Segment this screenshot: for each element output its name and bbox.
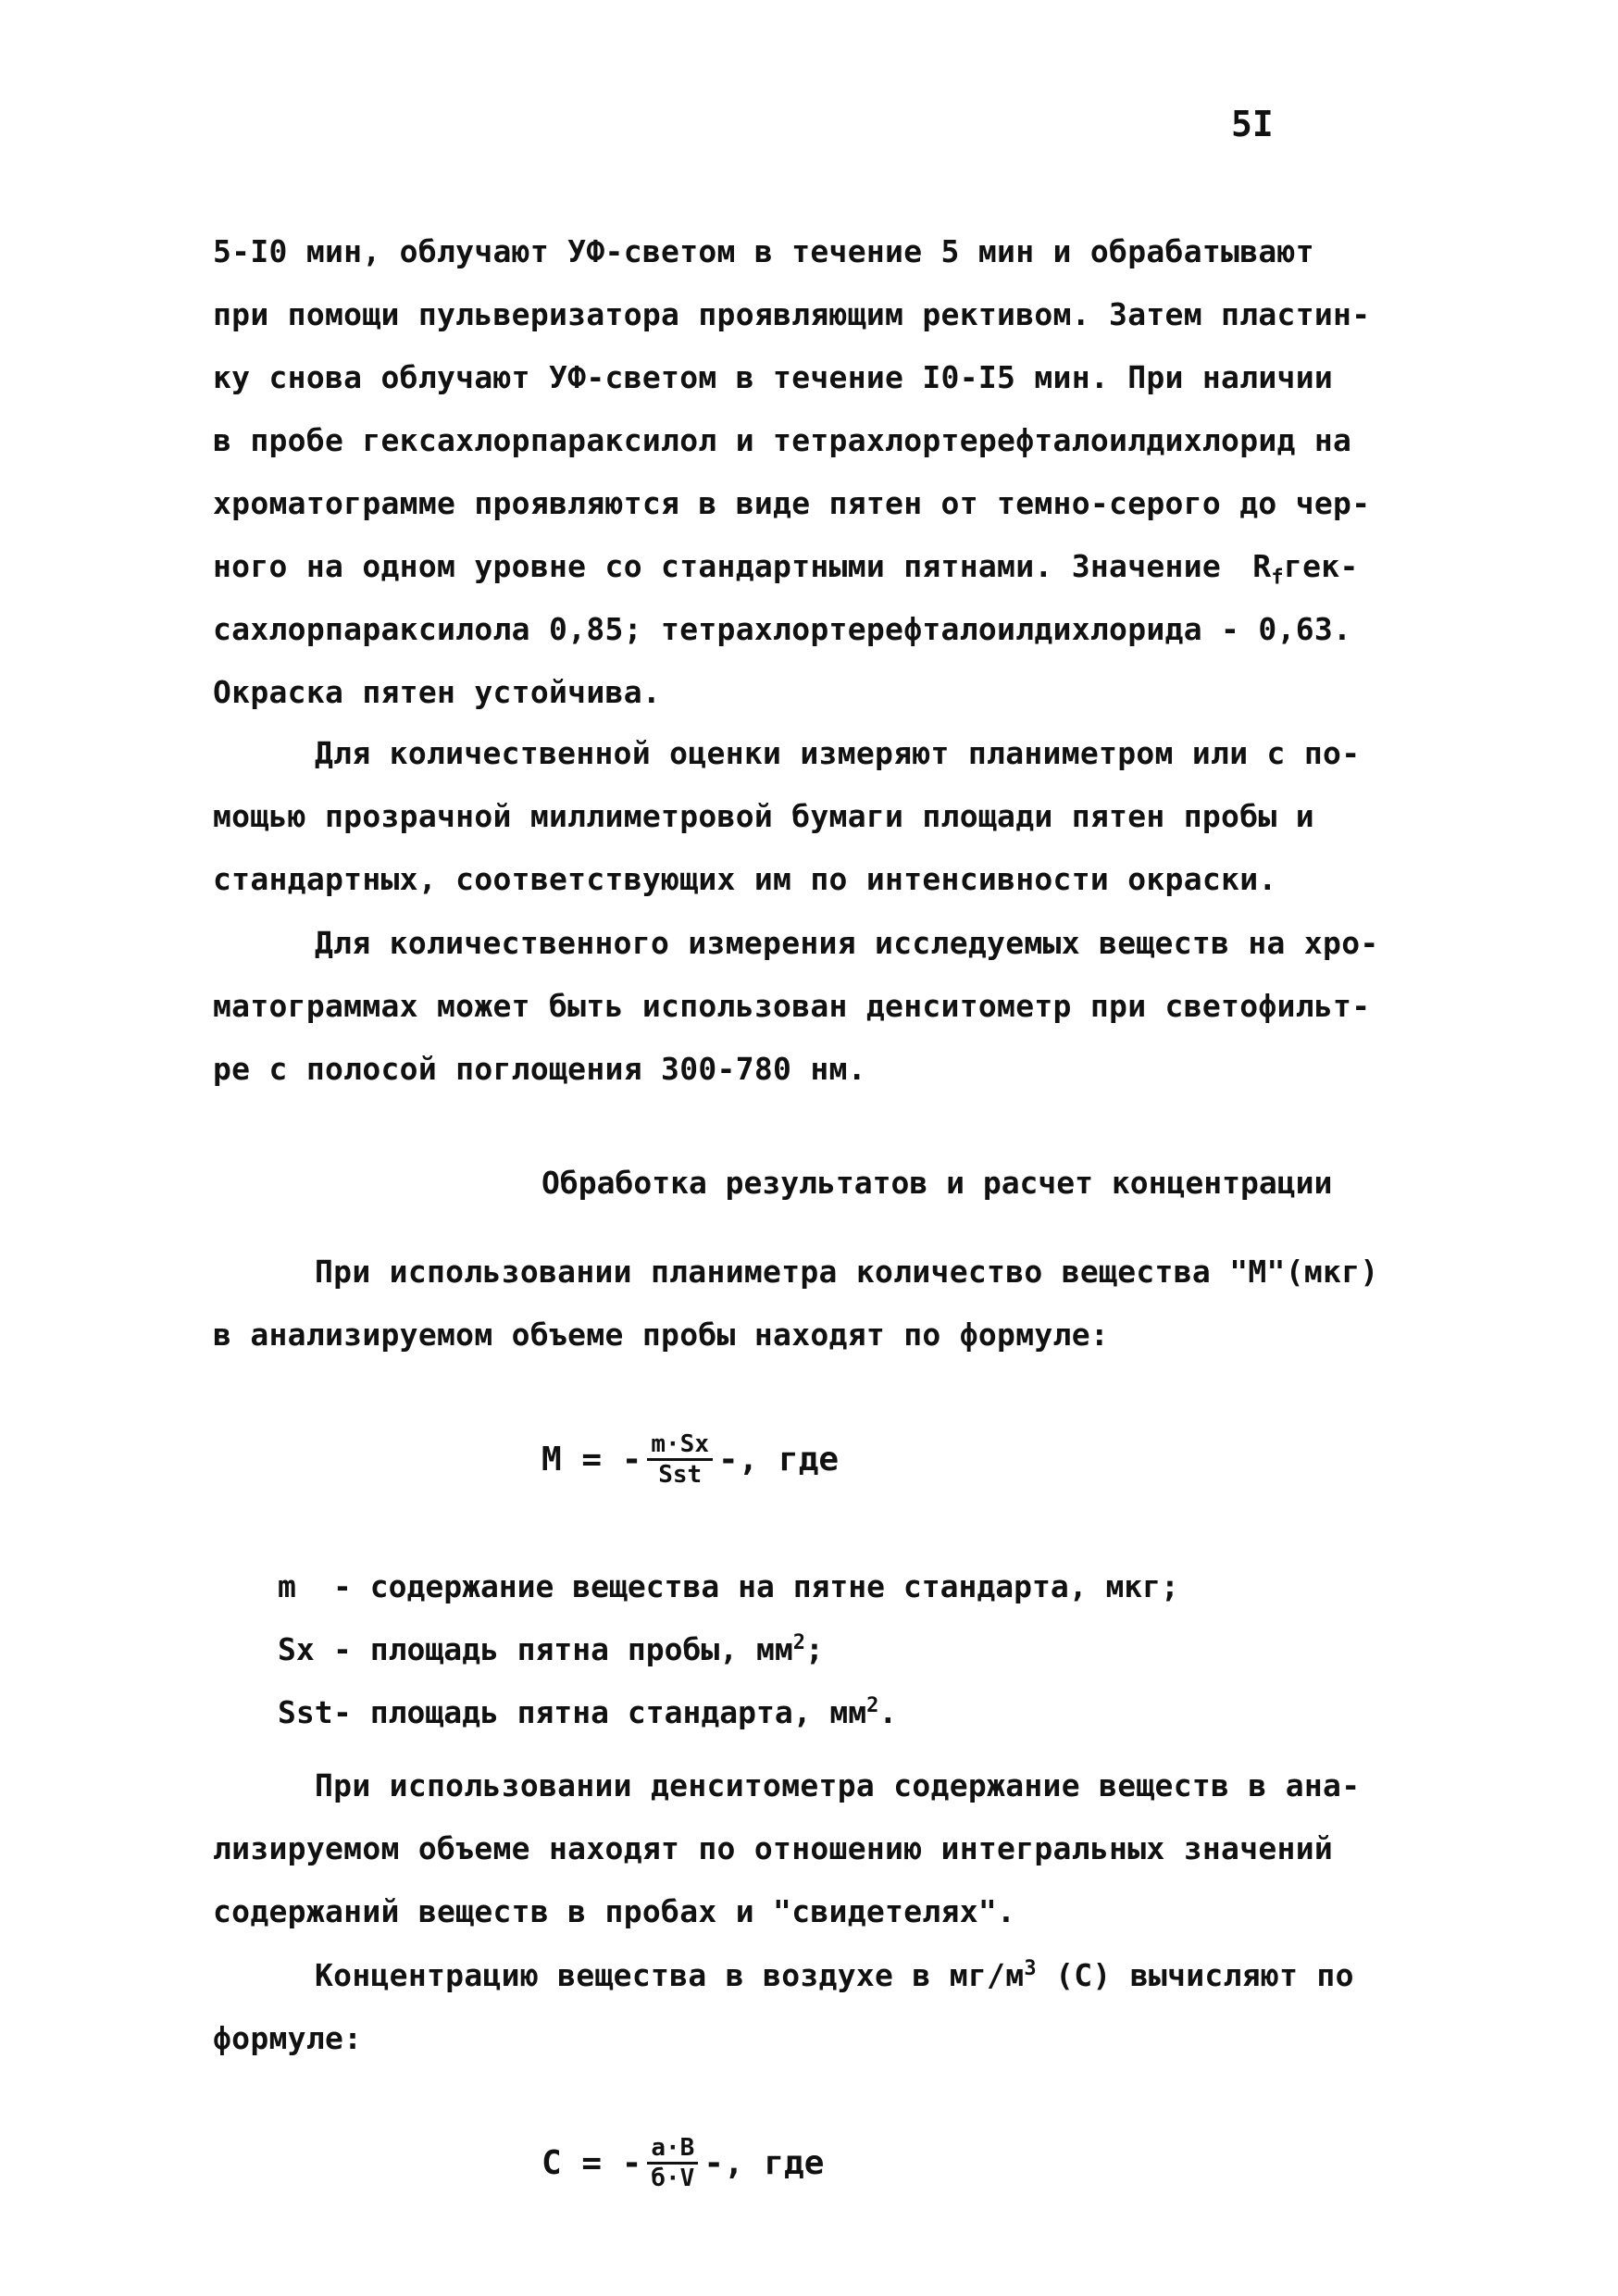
formula-mass bbox=[541, 1430, 839, 1489]
text-line: Окраска пятен устойчива. bbox=[213, 674, 662, 710]
text-line: в пробе гексахлорпараксилол и тетрахлортерефталоилдихлорид на bbox=[213, 422, 1352, 458]
definition-symbol: Sst bbox=[278, 1694, 333, 1730]
text-line: содержаний веществ в пробах и "свидетелях". bbox=[213, 1893, 1016, 1929]
text-line: в анализируемом объеме пробы находят по формуле: bbox=[213, 1316, 1110, 1353]
formula-fraction bbox=[647, 2134, 698, 2192]
text-line: Для количественного измерения исследуемых веществ на хро- bbox=[315, 925, 1379, 961]
section-heading: Обработка результатов и расчет концентрации bbox=[541, 1165, 1333, 1201]
text-line: сахлорпараксилола 0,85; тетрахлортерефталоилдихлорида - 0,63. bbox=[213, 611, 1352, 647]
text-line: мощью прозрачной миллиметровой бумаги площади пятен пробы и bbox=[213, 798, 1314, 834]
paragraph-4 bbox=[213, 1241, 1379, 1366]
formula-denominator: Sst bbox=[658, 1461, 703, 1489]
definition-row bbox=[278, 1618, 1179, 1681]
definition-symbol: m bbox=[278, 1568, 296, 1604]
definition-row bbox=[278, 1555, 1179, 1618]
paragraph-5 bbox=[213, 1754, 1360, 1943]
text-fragment: гек- bbox=[1283, 548, 1359, 584]
formula-denominator: б·V bbox=[651, 2165, 695, 2192]
text-fragment: ного на одном уровне со стандартными пятнами. Значение bbox=[213, 548, 1222, 584]
text-line: ку снова облучают УФ-светом в течение I0-I5 мин. При наличии bbox=[213, 359, 1334, 395]
formula-concentration bbox=[541, 2134, 824, 2192]
page-number: 5I bbox=[1231, 104, 1274, 144]
definition-text: - площадь пятна стандарта, $мм^2$. bbox=[333, 1694, 898, 1730]
text-line: при помощи пульверизатора проявляющим рективом. Затем пластин- bbox=[213, 296, 1371, 332]
text-line: формуле: bbox=[213, 2020, 363, 2056]
formula-tail: -, где bbox=[703, 2144, 825, 2182]
text-line: При использовании планиметра количество вещества "М"(мкг) bbox=[315, 1254, 1379, 1290]
formula-numerator: m·Sx bbox=[647, 1430, 713, 1461]
paragraph-3 bbox=[213, 912, 1379, 1101]
definitions-list bbox=[278, 1555, 1179, 1744]
rf-symbol: $R_f$ bbox=[1252, 548, 1284, 590]
formula-lhs: С = - bbox=[541, 2144, 642, 2182]
text-line: Для количественной оценки измеряют планиметром или с по- bbox=[315, 735, 1361, 771]
text-line: матограммах может быть использован денситометр при светофильт- bbox=[213, 988, 1371, 1024]
text-line: При использовании денситометра содержание веществ в ана- bbox=[315, 1767, 1361, 1803]
definition-text: - содержание вещества на пятне стандарта, мкг; bbox=[333, 1568, 1179, 1604]
formula-tail: -, где bbox=[718, 1441, 840, 1479]
formula-fraction bbox=[647, 1430, 713, 1489]
paragraph-6 bbox=[213, 1944, 1354, 2070]
text-line: 5-I0 мин, облучают УФ-светом в течение 5 мин и обрабатывают bbox=[213, 233, 1314, 269]
definition-row bbox=[278, 1681, 1179, 1744]
text-line: Концентрацию вещества в воздухе в $мг/м^3$ (С) вычисляют по bbox=[315, 1957, 1354, 1993]
text-line: ре с полосой поглощения 300-780 нм. bbox=[213, 1051, 866, 1087]
formula-numerator: a·B bbox=[647, 2134, 698, 2165]
definition-symbol: Sx bbox=[278, 1631, 315, 1667]
text-line: хроматограмме проявляются в виде пятен от темно-серого до чер- bbox=[213, 485, 1371, 521]
formula-lhs: М = - bbox=[541, 1441, 642, 1479]
text-line: лизируемом объеме находят по отношению интегральных значений bbox=[213, 1830, 1334, 1866]
text-line bbox=[213, 535, 1370, 598]
paragraph-2 bbox=[213, 722, 1360, 911]
definition-text: - площадь пятна пробы, $мм^2$; bbox=[333, 1631, 824, 1667]
text-line: стандартных, соответствующих им по интенсивности окраски. bbox=[213, 861, 1277, 897]
paragraph-1 bbox=[213, 220, 1370, 724]
